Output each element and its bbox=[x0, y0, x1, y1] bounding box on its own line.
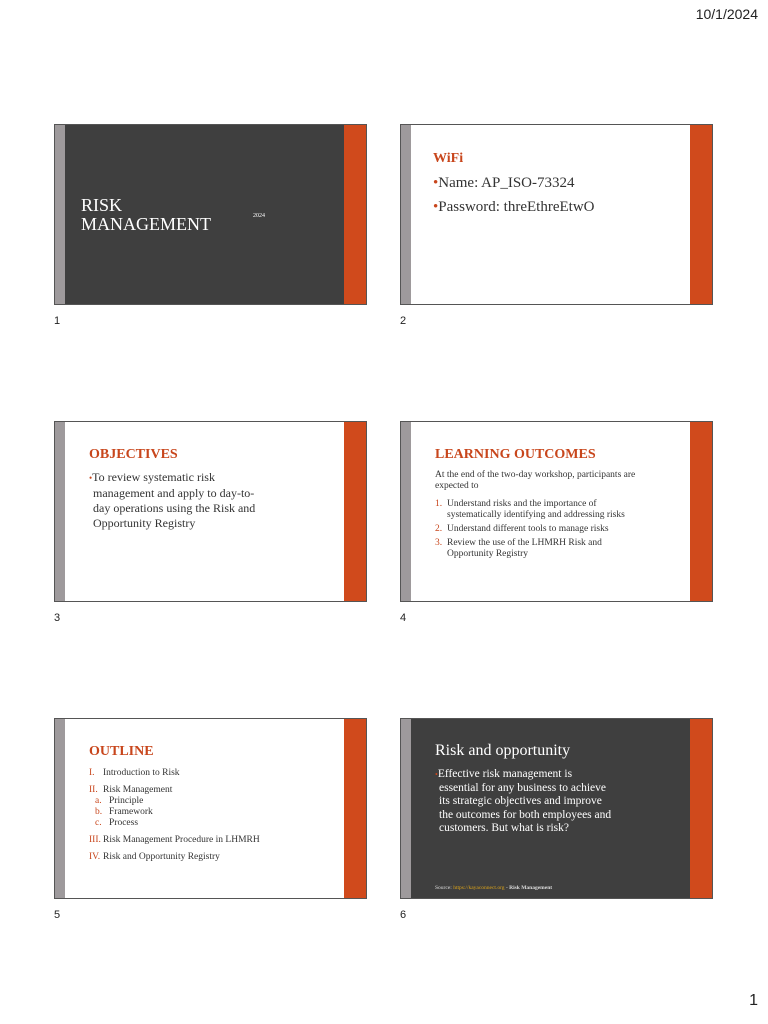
slide-1-title-line2: MANAGEMENT bbox=[81, 214, 211, 234]
sub-list-item: c. Process bbox=[95, 818, 139, 828]
list-item: I. Introduction to Risk bbox=[89, 768, 180, 778]
slide-2-number: 2 bbox=[400, 315, 407, 327]
slide-accent-right bbox=[344, 422, 366, 601]
list-item: III. Risk Management Procedure in LHMRH bbox=[89, 835, 260, 845]
source-link[interactable]: https://kayaconnect.org bbox=[453, 885, 505, 891]
list-item: II. Risk Management bbox=[89, 785, 173, 795]
slide-accent-left bbox=[55, 719, 65, 898]
slide-4-intro: At the end of the two-day workshop, participants are expected to bbox=[435, 470, 636, 491]
slide-2-title: WiFi bbox=[433, 151, 464, 166]
slide-3-number: 3 bbox=[54, 612, 61, 624]
sub-list-item: a. Principle bbox=[95, 796, 144, 806]
slide-6-number: 6 bbox=[400, 909, 407, 921]
slide-6 bbox=[400, 718, 713, 899]
slide-1-year: 2024 bbox=[253, 213, 265, 219]
slide-accent-left bbox=[55, 125, 65, 304]
slide-3-title: OBJECTIVES bbox=[89, 447, 178, 462]
date-header: 10/1/2024 bbox=[695, 6, 758, 22]
sub-list-item: b. Framework bbox=[95, 807, 153, 817]
slide-accent-right bbox=[344, 719, 366, 898]
slide-4-title: LEARNING OUTCOMES bbox=[435, 447, 596, 462]
slide-4-list bbox=[435, 499, 625, 560]
slide-5-title: OUTLINE bbox=[89, 744, 154, 759]
list-item: 3. Review the use of the LHMRH Risk and Opportunity Registry bbox=[435, 538, 602, 559]
list-item: IV. Risk and Opportunity Registry bbox=[89, 852, 220, 862]
slide-accent-right bbox=[344, 125, 366, 304]
slide-accent-left bbox=[401, 422, 411, 601]
slide-accent-right bbox=[690, 125, 712, 304]
slide-accent-left bbox=[401, 719, 411, 898]
list-item: 2. Understand different tools to manage risks bbox=[435, 524, 609, 534]
slide-6-title: Risk and opportunity bbox=[435, 742, 571, 759]
slide-accent-left bbox=[55, 422, 65, 601]
slide-accent-left bbox=[401, 125, 411, 304]
slide-4 bbox=[400, 421, 713, 602]
slide-4-number: 4 bbox=[400, 612, 407, 624]
slide-accent-right bbox=[690, 719, 712, 898]
slide-2-bullet-1: •Name: AP_ISO-73324 bbox=[433, 175, 575, 191]
slide-6-source: Source: https://kayaconnect.org - Risk Management bbox=[435, 885, 553, 891]
slide-5-number: 5 bbox=[54, 909, 61, 921]
slide-6-body: •Effective risk management is essential for any business to achieve its strategic objectives and improve the outcomes for both employees and customers. But what is risk? bbox=[435, 768, 612, 834]
slide-5 bbox=[54, 718, 367, 899]
slide-2-bullet-2: •Password: threEthreEtwO bbox=[433, 199, 595, 215]
page-number: 1 bbox=[749, 992, 758, 1009]
slide-3-bullet: •To review systematic risk management and apply to day-to- day operations using the Risk and Opportunity Registry bbox=[89, 470, 256, 530]
list-item: 1. Understand risks and the importance of systematically identifying and addressing risks bbox=[435, 499, 625, 520]
slide-5-outline bbox=[89, 768, 260, 863]
slide-3 bbox=[54, 421, 367, 602]
slide-1-title-line1: RISK bbox=[81, 195, 123, 215]
slide-1 bbox=[54, 124, 367, 305]
slide-1-number: 1 bbox=[54, 315, 61, 327]
slide-2 bbox=[400, 124, 713, 305]
slide-accent-right bbox=[690, 422, 712, 601]
